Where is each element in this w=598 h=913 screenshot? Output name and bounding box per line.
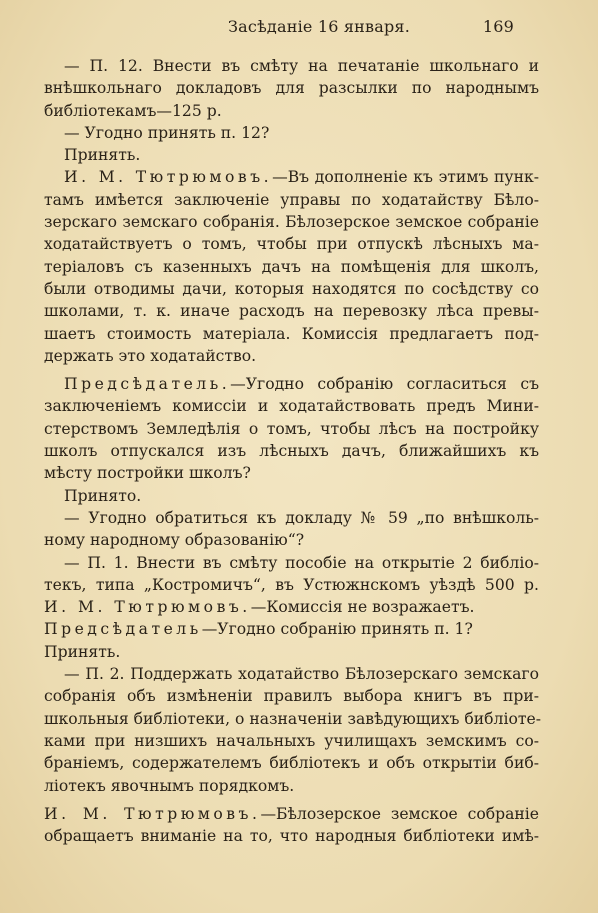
speech-text: —Въ дополненіе къ этимъ пунк-: [272, 168, 539, 187]
speaker-name: И. М. Тютрюмовъ.: [44, 598, 251, 617]
text-line: Принять.: [44, 642, 121, 661]
text-line: текъ, типа „Костромичъ“, въ Устюжнскомъ уѣздѣ 500 р.: [44, 575, 539, 594]
text-line: [44, 803, 539, 825]
text-line: тамъ имѣется заключеніе управы по ходатайству Бѣло-: [44, 190, 539, 209]
text-line: заключеніемъ комиссіи и ходатайствовать предъ Мини-: [44, 397, 539, 416]
speech-text: —Угодно собранію принять п. 1?: [201, 620, 473, 639]
speech-text: —Комиссія не возражаетъ.: [250, 598, 475, 617]
text-line: ному народному образованію“?: [44, 531, 305, 550]
paragraph-item-1: [44, 552, 539, 597]
paragraph-resolution: [44, 641, 539, 663]
text-line: школьныя библіотеки, о назначеніи завѣдующихъ библіоте-: [44, 709, 541, 728]
page-header: [44, 17, 514, 45]
text-line: были отводимы дачи, которыя находятся по сосѣдству со: [44, 279, 539, 298]
text-line: Принято.: [64, 486, 142, 505]
text-line: Принять.: [64, 146, 141, 165]
paragraph-speech: [44, 166, 539, 367]
speech-text: —Угодно собранію согласиться съ: [230, 375, 539, 394]
text-line: обращаетъ вниманіе на то, что народныя библіотеки имѣ-: [44, 827, 539, 846]
speaker-name: Предсѣдатель: [44, 620, 202, 639]
text-line: зерскаго земскаго собранія. Бѣлозерское земское собраніе: [44, 213, 539, 232]
text-line: — П. 12. Внести въ смѣту на печатаніе школьнаго и: [64, 57, 539, 75]
text-line: собранія объ измѣненіи правилъ выбора книгъ въ при-: [44, 687, 539, 706]
paragraph-speech: [44, 803, 539, 848]
text-line: школъ отпускался изъ лѣсныхъ дачъ, ближайшихъ къ: [44, 442, 539, 461]
text-line: мѣсту постройки школъ?: [44, 464, 251, 483]
text-line: держать это ходатайство.: [44, 346, 257, 365]
text-line: стерствомъ Земледѣлія о томъ, чтобы лѣсъ на постройку: [44, 419, 539, 438]
text-line: ходатайствуетъ о томъ, чтобы при отпускѣ лѣсныхъ ма-: [44, 235, 539, 254]
page-body: [44, 55, 539, 847]
paragraph-item-2: [44, 663, 539, 797]
text-line: — Угодно обратиться къ докладу № 59 „по внѣшколь-: [64, 508, 539, 527]
paragraph-item-12: [44, 55, 539, 122]
running-title: Засѣданіе 16 января.: [228, 17, 411, 36]
text-line: внѣшкольнаго докладовъ для разсылки по народнымъ: [44, 79, 539, 98]
text-line: [44, 596, 539, 618]
text-line: [44, 166, 539, 188]
paragraph-speech: [44, 596, 539, 618]
text-line: [44, 618, 539, 640]
paragraph-resolution: [44, 485, 539, 507]
text-line: ками при низшихъ начальныхъ училищахъ земскимъ со-: [44, 731, 539, 750]
text-line: — Угодно принять п. 12?: [64, 123, 270, 142]
paragraph-question: [44, 507, 539, 552]
speech-text: —Бѣлозерское земское собраніе: [260, 804, 539, 823]
speaker-name: И. М. Тютрюмовъ.: [44, 804, 261, 823]
paragraph-speech: [44, 618, 539, 640]
text-line: — П. 1. Внести въ смѣту пособіе на открытіе 2 библіо-: [64, 553, 539, 572]
text-line: школами, т. к. иначе расходъ на перевозку лѣса превы-: [44, 302, 539, 321]
paragraph-speech: [44, 373, 539, 484]
text-line: [44, 373, 539, 395]
text-line: библіотекамъ—125 р.: [44, 101, 222, 120]
page-number: 169: [482, 17, 514, 36]
text-line: браніемъ, содержателемъ библіотекъ и объ открытіи биб-: [44, 754, 539, 773]
speaker-name: Предсѣдатель.: [64, 375, 231, 394]
speaker-name: И. М. Тютрюмовъ.: [64, 168, 273, 187]
paragraph-question: [44, 122, 539, 144]
paragraph-resolution: [44, 144, 539, 166]
text-line: шаетъ стоимость матеріала. Комиссія предлагаетъ под-: [44, 324, 539, 343]
text-line: ліотекъ явочнымъ порядкомъ.: [44, 776, 295, 795]
text-line: — П. 2. Поддержать ходатайство Бѣлозерскаго земскаго: [64, 665, 539, 684]
text-line: теріаловъ съ казенныхъ дачъ на помѣщенія для школъ,: [44, 257, 539, 276]
